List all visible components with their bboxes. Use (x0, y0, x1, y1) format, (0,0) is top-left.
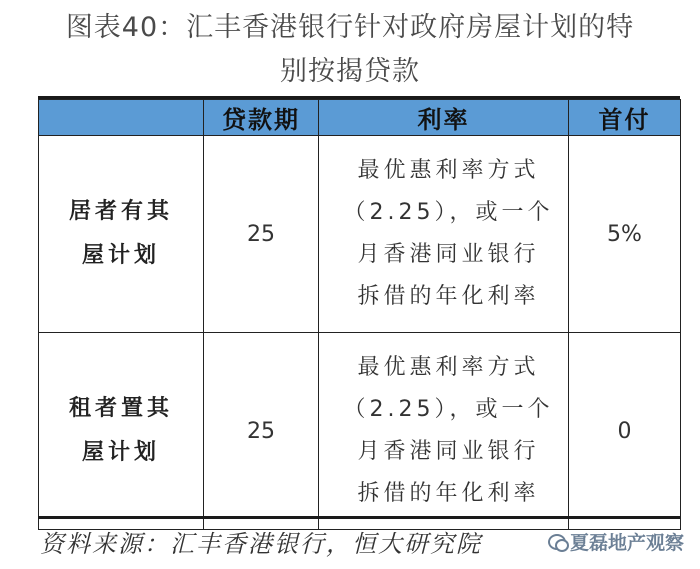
wechat-icon (548, 534, 566, 550)
rate-line: 拆借的年化利率 (357, 481, 540, 506)
row-name-cell (39, 333, 204, 530)
source-note: 资料来源：汇丰香港银行，恒大研究院 (40, 530, 482, 558)
down-payment-cell: 5% (569, 136, 681, 333)
loan-table (38, 99, 681, 530)
table-header-row (39, 100, 681, 136)
rate-cell (319, 333, 569, 530)
row-name-cell (39, 136, 204, 333)
rate-line: 最优惠利率方式 (357, 355, 540, 380)
rate-line: （2.25），或一个 (343, 200, 554, 225)
header-cell-term: 贷款期 (204, 100, 319, 136)
title-line-1: 图表40：汇丰香港银行针对政府房屋计划的特 (65, 12, 635, 43)
rate-line: 月香港同业银行 (357, 439, 540, 464)
header-cell-down-payment: 首付 (569, 100, 681, 136)
header-cell-empty (39, 100, 204, 136)
title-line-2: 别按揭贷款 (280, 56, 420, 87)
term-cell: 25 (204, 333, 319, 530)
bottom-rule (38, 516, 680, 519)
row-name-line: 屋计划 (81, 440, 160, 465)
rate-cell (319, 136, 569, 333)
term-cell: 25 (204, 136, 319, 333)
rate-line: 最优惠利率方式 (357, 158, 540, 183)
table-row (39, 333, 681, 530)
row-name-line: 租者置其 (68, 396, 173, 421)
rate-line: 月香港同业银行 (357, 242, 540, 267)
watermark (548, 528, 684, 555)
row-name-line: 屋计划 (81, 243, 160, 268)
watermark-text: 夏磊地产观察 (570, 532, 685, 554)
table-row (39, 136, 681, 333)
header-cell-rate: 利率 (319, 100, 569, 136)
rate-line: 拆借的年化利率 (357, 284, 540, 309)
row-name-line: 居者有其 (68, 199, 173, 224)
down-payment-cell: 0 (569, 333, 681, 530)
rate-line: （2.25），或一个 (343, 397, 554, 422)
